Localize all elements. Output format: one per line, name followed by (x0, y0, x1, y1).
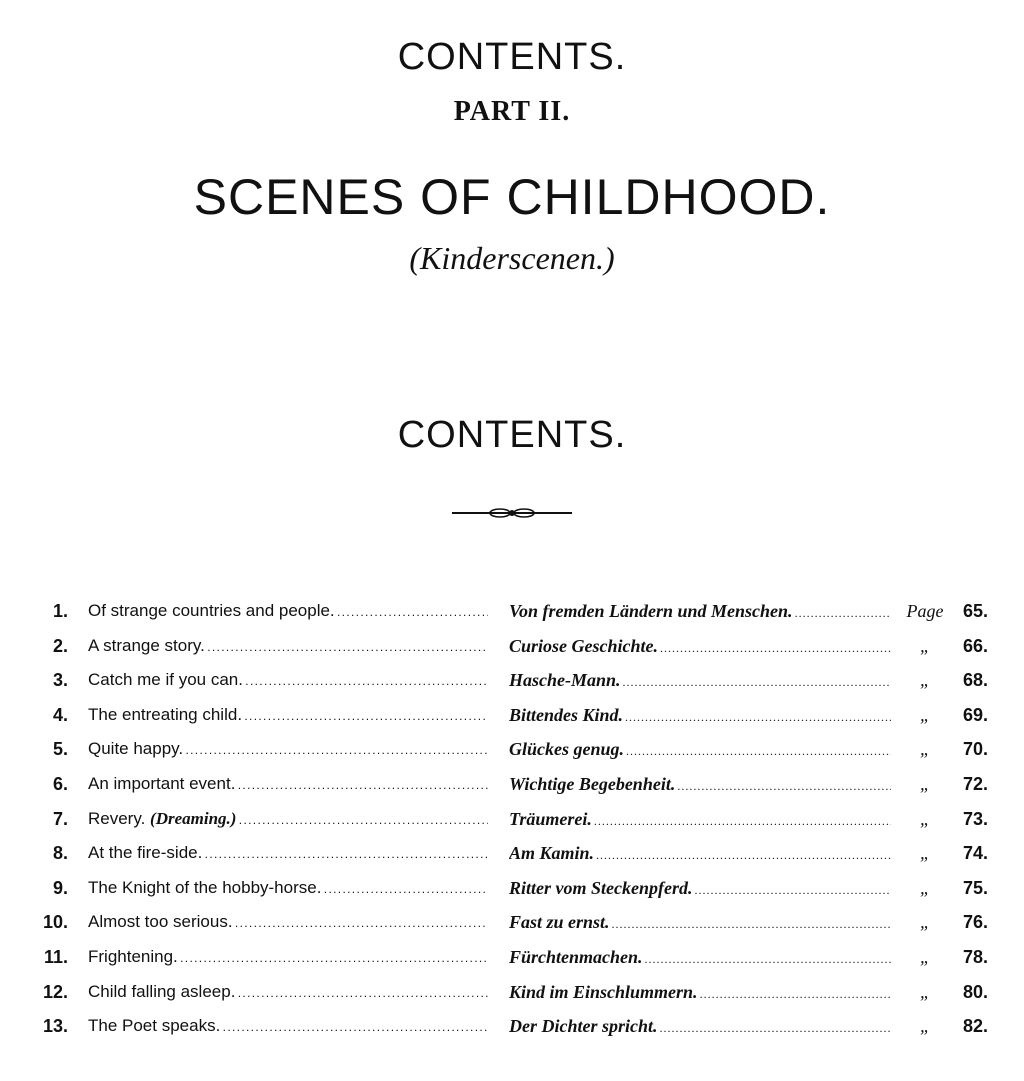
entry-title-en: The entreating child. . . . (88, 698, 488, 733)
entry-title-en: At the fire-side. . . . (88, 836, 488, 871)
entry-title-en: Of strange countries and people. . . . (88, 594, 488, 629)
ditto-mark: „ (919, 912, 930, 933)
entry-title-en-note: (Dreaming.) (150, 808, 237, 828)
toc-row[interactable] (0, 767, 1024, 802)
entry-number: 2. (52, 635, 68, 656)
ditto-mark: „ (919, 704, 930, 725)
entry-title-en: Revery. (Dreaming.) . . . (88, 802, 488, 837)
ditto-mark: „ (919, 808, 930, 829)
entry-title-en: Frightening. . . . (88, 940, 488, 975)
entry-title-de: Der Dichter spricht. . . . (509, 1009, 891, 1045)
ditto-mark: „ (919, 1016, 930, 1037)
toc-row[interactable] (0, 732, 1024, 767)
entry-title-de: Von fremden Ländern und Menschen. . . . (509, 594, 891, 630)
entry-title-en: Child falling asleep. . . . (88, 975, 488, 1010)
ditto-mark: „ (919, 670, 930, 691)
entry-title-en: Quite happy. . . . (88, 732, 488, 767)
entry-page: 76. (962, 912, 988, 933)
toc-row[interactable] (0, 940, 1024, 975)
entry-title-de: Curiose Geschichte. . . . (509, 629, 891, 665)
entry-number: 1. (52, 601, 68, 621)
toc-row[interactable] (0, 629, 1024, 664)
contents-heading-top: CONTENTS. (397, 36, 627, 78)
toc-list (0, 594, 1024, 1044)
entry-number: 12. (42, 981, 68, 1002)
entry-title-en: Catch me if you can. . . . (88, 663, 488, 698)
ornament-divider-icon (452, 505, 572, 521)
toc-row[interactable] (0, 975, 1024, 1010)
ditto-mark: „ (919, 773, 930, 794)
entry-number: 7. (52, 808, 68, 829)
entry-title-en: A strange story. . . . (88, 629, 488, 664)
contents-heading: CONTENTS. (397, 414, 627, 456)
toc-row[interactable] (0, 836, 1024, 871)
toc-row[interactable] (0, 663, 1024, 698)
entry-number: 11. (43, 946, 68, 967)
toc-row[interactable] (0, 1009, 1024, 1044)
entry-page: 75. (962, 877, 988, 898)
entry-title-de: Wichtige Begebenheit. . . . (509, 767, 891, 803)
toc-row[interactable] (0, 871, 1024, 906)
toc-row[interactable] (0, 802, 1024, 837)
ditto-mark: „ (919, 635, 930, 656)
entry-title-en: The Poet speaks. . . . (88, 1009, 488, 1044)
entry-page: 66. (962, 635, 988, 656)
ditto-mark: „ (919, 981, 930, 1002)
entry-page: 78. (962, 946, 988, 967)
entry-title-de: Bittendes Kind. . . . (509, 698, 891, 734)
entry-page: 65. (962, 601, 988, 621)
entry-number: 4. (52, 704, 68, 725)
entry-title-de: Ritter vom Steckenpferd. . . . (509, 871, 891, 907)
entry-title-de: Träumerei. . . . (509, 802, 891, 838)
entry-title-en: The Knight of the hobby-horse. . . . (88, 871, 488, 906)
toc-row[interactable] (0, 698, 1024, 733)
entry-title-de: Am Kamin. . . . (509, 836, 891, 872)
entry-title-de: Hasche-Mann. . . . (509, 663, 891, 699)
entry-number: 8. (52, 843, 68, 864)
page-label: Page (906, 601, 944, 621)
entry-page: 74. (962, 843, 988, 864)
ditto-mark: „ (919, 739, 930, 760)
entry-page: 73. (962, 808, 988, 829)
entry-number: 3. (52, 670, 68, 691)
entry-title-en: An important event. . . . (88, 767, 488, 802)
part-heading: PART II. (453, 96, 571, 127)
entry-number: 9. (52, 877, 68, 898)
entry-page: 72. (962, 773, 988, 794)
entry-number: 5. (52, 739, 68, 760)
entry-page: 68. (962, 670, 988, 691)
entry-title-de: Fast zu ernst. . . . (509, 905, 891, 941)
page-subtitle: (Kinderscenen.) (409, 240, 615, 276)
toc-row[interactable] (0, 905, 1024, 940)
ditto-mark: „ (919, 843, 930, 864)
entry-title-de: Kind im Einschlummern. . . . (509, 975, 891, 1011)
entry-page: 70. (962, 739, 988, 760)
entry-page: 82. (962, 1016, 988, 1037)
ditto-mark: „ (919, 877, 930, 898)
toc-row[interactable] (0, 594, 1024, 629)
entry-number: 13. (42, 1016, 68, 1037)
entry-page: 69. (962, 704, 988, 725)
entry-number: 6. (52, 773, 68, 794)
entry-number: 10. (42, 912, 68, 933)
ditto-mark: „ (919, 946, 930, 967)
entry-title-de: Fürchtenmachen. . . . (509, 940, 891, 976)
page-title: SCENES OF CHILDHOOD. (193, 169, 831, 225)
entry-title-en: Almost too serious. . . . (88, 905, 488, 940)
entry-title-de: Glückes genug. . . . (509, 732, 891, 768)
entry-page: 80. (962, 981, 988, 1002)
